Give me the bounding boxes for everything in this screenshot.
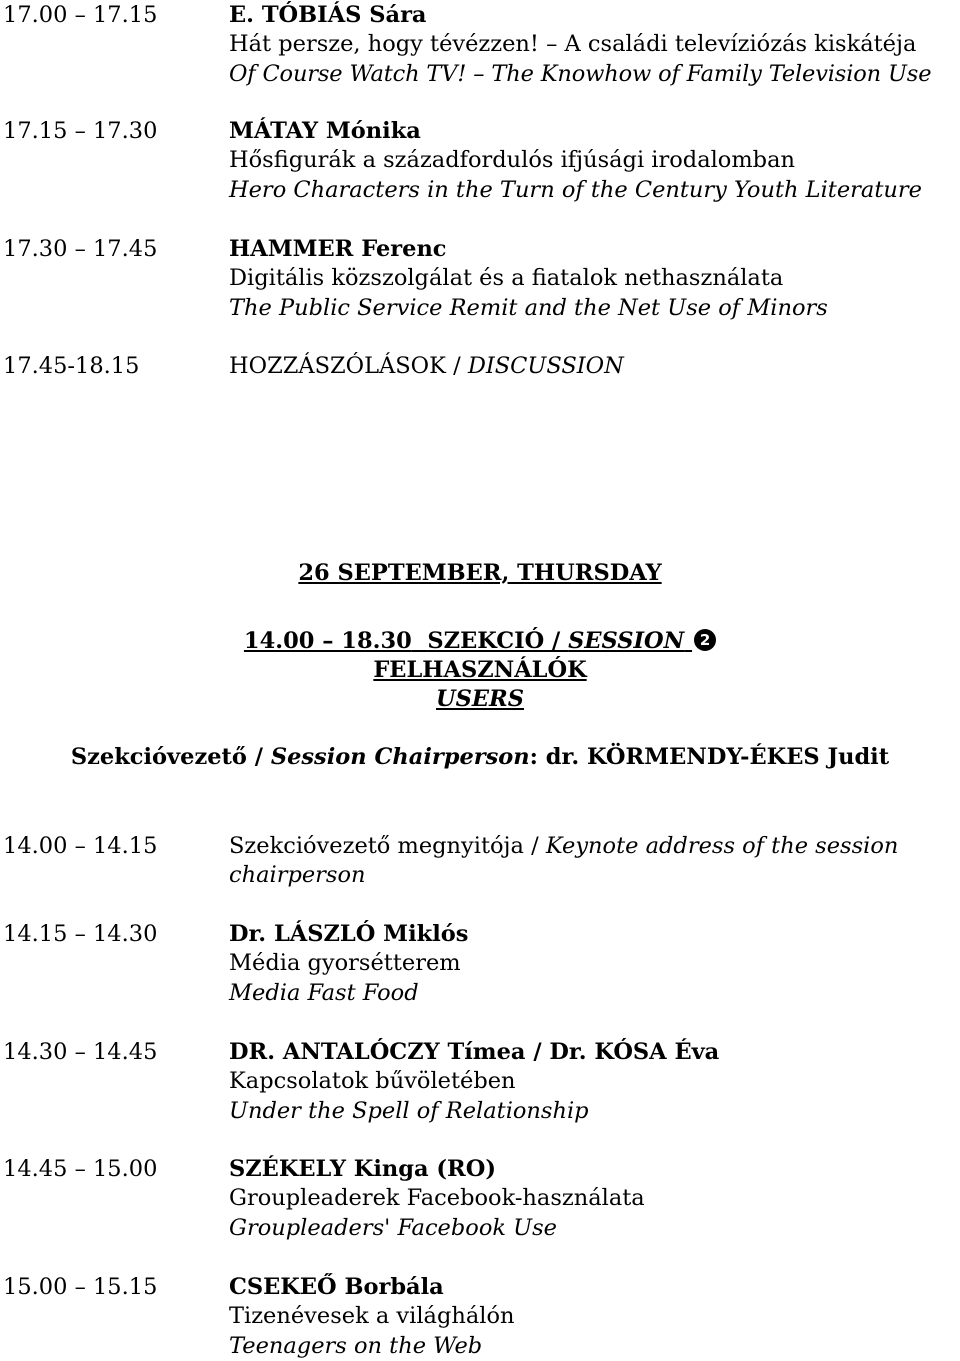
- speaker-name: CSEKEŐ Borbála: [229, 1274, 444, 1300]
- entry-time: 15.00 – 15.15: [3, 1274, 158, 1300]
- talk-title-hu: Hát persze, hogy tévézzen! – A családi televíziózás kiskátéja: [229, 31, 917, 58]
- session-time: 14.00 – 18.30: [243, 628, 412, 654]
- discussion-label-hu: HOZZÁSZÓLÁSOK /: [229, 353, 468, 379]
- speaker-name: MÁTAY Mónika: [229, 118, 421, 144]
- chairperson-line: [0, 743, 960, 772]
- entry-time: 14.15 – 14.30: [3, 921, 158, 947]
- speaker-name: HAMMER Ferenc: [229, 236, 447, 262]
- session-title-hu: FELHASZNÁLÓK: [373, 657, 587, 683]
- talk-title-en: Under the Spell of Relationship: [229, 1097, 589, 1124]
- talk-title-en: Of Course Watch TV! – The Knowhow of Family Television Use: [229, 60, 932, 87]
- talk-title-hu: Tizenévesek a világhálón: [229, 1303, 515, 1330]
- talk-title-hu: Digitális közszolgálat és a fiatalok nethasználata: [229, 265, 784, 292]
- keynote-text-hu: Szekcióvezető megnyitója /: [229, 833, 546, 859]
- session-heading: [0, 627, 960, 656]
- talk-title-en: Hero Characters in the Turn of the Century Youth Literature: [229, 176, 922, 203]
- chair-name: : dr. KÖRMENDY-ÉKES Judit: [529, 744, 890, 770]
- session-number-badge: 2: [694, 629, 716, 651]
- talk-title-en: The Public Service Remit and the Net Use of Minors: [229, 294, 828, 321]
- entry-time: 14.00 – 14.15: [3, 833, 158, 859]
- session-title-en: USERS: [436, 686, 524, 712]
- speaker-name: Dr. LÁSZLÓ Miklós: [229, 921, 469, 947]
- talk-title-en: Teenagers on the Web: [229, 1332, 483, 1359]
- entry-time: 17.15 – 17.30: [3, 118, 158, 144]
- keynote-text: [229, 832, 929, 891]
- discussion-label-en: DISCUSSION: [467, 353, 624, 379]
- entry-time: 14.30 – 14.45: [3, 1039, 158, 1065]
- chair-label-en: Session Chairperson: [270, 744, 530, 770]
- session-label-hu: SZEKCIÓ /: [427, 628, 569, 654]
- entry-time: 14.45 – 15.00: [3, 1156, 158, 1182]
- speaker-name: E. TÓBIÁS Sára: [229, 2, 427, 28]
- entry-time: 17.00 – 17.15: [3, 2, 158, 28]
- talk-title-hu: Média gyorsétterem: [229, 950, 461, 977]
- session-label-en: SESSION: [568, 628, 685, 654]
- discussion-label: [229, 352, 957, 381]
- talk-title-hu: Hősfigurák a századfordulós ifjúsági irodalomban: [229, 147, 795, 174]
- talk-title-hu: Kapcsolatok bűvöletében: [229, 1068, 516, 1095]
- talk-title-hu: Groupleaderek Facebook-használata: [229, 1185, 645, 1212]
- chair-label-hu: Szekcióvezető /: [70, 744, 271, 770]
- keynote-text-en: Keynote address of the session chairperson: [229, 833, 899, 889]
- talk-title-en: Groupleaders' Facebook Use: [229, 1214, 557, 1241]
- speaker-name: DR. ANTALÓCZY Tímea / Dr. KÓSA Éva: [229, 1039, 720, 1065]
- entry-time: 17.30 – 17.45: [3, 236, 158, 262]
- speaker-name: SZÉKELY Kinga (RO): [229, 1156, 497, 1182]
- session-time-label: [244, 628, 692, 654]
- entry-time: 17.45-18.15: [3, 353, 140, 379]
- day-heading: 26 SEPTEMBER, THURSDAY: [298, 560, 662, 586]
- talk-title-en: Media Fast Food: [229, 979, 419, 1006]
